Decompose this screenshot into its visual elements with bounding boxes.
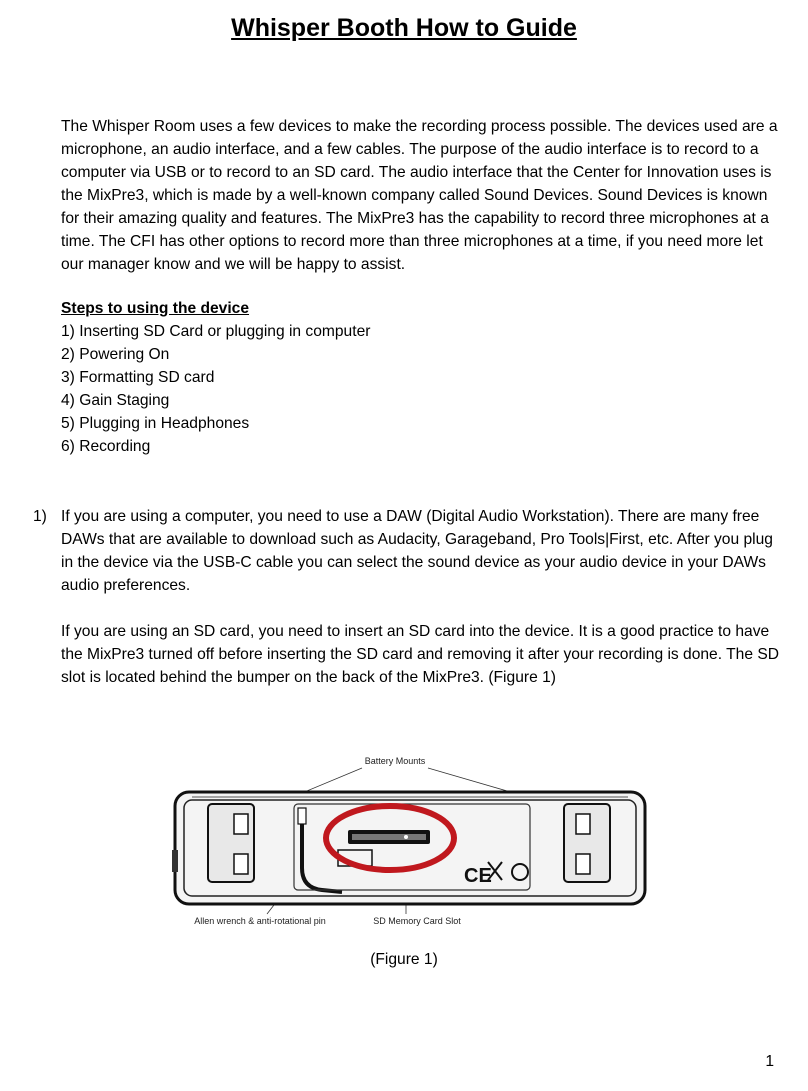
battery-mounts-label: Battery Mounts bbox=[364, 756, 426, 766]
allen-wrench-label: Allen wrench & anti-rotational pin bbox=[194, 916, 326, 926]
sd-slot-label: SD Memory Card Slot bbox=[373, 916, 461, 926]
ce-mark: CE bbox=[464, 865, 492, 887]
step-item: 4) Gain Staging bbox=[61, 392, 170, 409]
section1-paragraph-sd-card: If you are using an SD card, you need to insert an SD card into the device. It is a good practice to have the MixPre3 turned off before inserting the SD card and removing it after your recording is done. The SD slot is located behind the bumper on the back of the MixPre3. (Figure 1) bbox=[61, 623, 779, 686]
step-item: 1) Inserting SD Card or plugging in computer bbox=[61, 323, 371, 340]
step-item: 5) Plugging in Headphones bbox=[61, 415, 250, 432]
step-item: 6) Recording bbox=[61, 438, 151, 455]
page-title: Whisper Booth How to Guide bbox=[231, 14, 577, 42]
steps-heading: Steps to using the device bbox=[61, 300, 250, 317]
section-number: 1) bbox=[33, 508, 47, 525]
section1-paragraph-computer: If you are using a computer, you need to use a DAW (Digital Audio Workstation). There are many free DAWs that are available to download such as Audacity, Garageband, Pro Tools|First, etc. After you plug in the device via the USB-C cable you can select the sound device as your audio device in your DAWs audio preferences. bbox=[61, 508, 773, 594]
steps-list bbox=[61, 320, 370, 458]
step-item: 2) Powering On bbox=[61, 346, 170, 363]
step-item: 3) Formatting SD card bbox=[61, 369, 215, 386]
steps-section bbox=[61, 297, 370, 458]
mixpre3-back-figure bbox=[172, 750, 648, 930]
figure-caption: (Figure 1) bbox=[370, 951, 438, 968]
page-number: 1 bbox=[765, 1053, 774, 1070]
intro-paragraph: The Whisper Room uses a few devices to make the recording process possible. The devices used are a microphone, an audio interface, and a few cables. The purpose of the audio interface is to record to a computer via USB or to record to an SD card. The audio interface that the Center for Innovation uses is the MixPre3, which is made by a well-known company called Sound Devices. Sound Devices is known for their amazing quality and features. The MixPre3 has the capability to record three microphones at a time. The CFI has other options to record more than three microphones at a time, if you need more let our manager know and we will be happy to assist. bbox=[61, 118, 778, 273]
